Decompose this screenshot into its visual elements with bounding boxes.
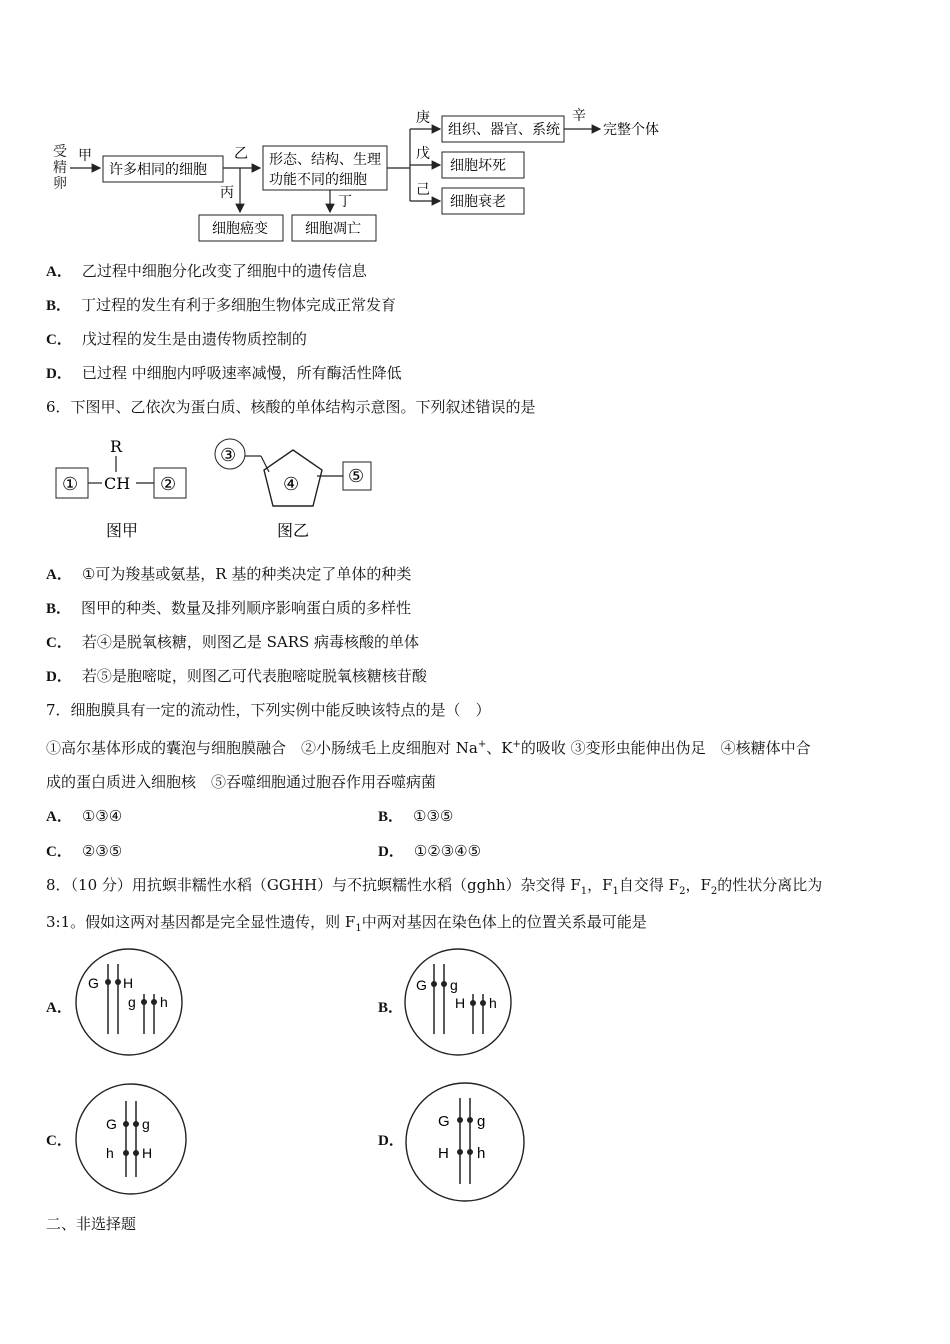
zygote-label-3: 卵 [53,176,67,192]
q5-option-a-text: 乙过程中细胞分化改变了细胞中的遗传信息 [81,262,367,280]
q8-option-a-label: A． [46,1000,72,1016]
q7-option-d-label: D． [378,844,404,860]
q8-a-gene-2: H [123,975,134,991]
q8-d-gene-3: H [438,1145,449,1162]
q8-stem-2 [46,912,647,939]
label-ji: 己 [416,182,430,198]
q8-option-d-cell [403,1080,527,1204]
box-diff-text-2: 功能不同的细胞 [269,172,367,188]
fig-a-ch: CH [104,474,131,493]
q7-stem: 7．细胞膜具有一定的流动性，下列实例中能反映该特点的是（ ） [46,701,491,719]
q5-option-d-text: 已过程 中细胞内呼吸速率减慢，所有酶活性降低 [81,364,402,382]
q6-figure-a [50,432,200,547]
q5-option-b-text: 丁过程的发生有利于多细胞生物体完成正常发育 [81,296,397,314]
q8-a-gene-4: h [160,994,168,1010]
label-wu: 戊 [416,146,430,162]
q8-option-c-cell [73,1081,189,1197]
fig-b-caption: 图乙 [277,521,310,540]
q7-option-a-text: ①③④ [81,807,123,825]
q6-option-b [46,598,411,619]
q8-stem-b: ，F [587,876,613,894]
fig-a-r: R [110,437,123,456]
q6-option-b-label: B． [46,601,72,617]
q8-sub-4: 2 [710,886,718,897]
q7-line-1-a: ①高尔基体形成的囊泡与细胞膜融合 ②小肠绒毛上皮细胞对 Na [46,739,478,757]
label-xin: 辛 [572,108,586,124]
q7-option-d [378,841,481,862]
fig-a-c1: ① [62,474,79,495]
q7-line-1 [46,735,811,758]
q8-sub-1: 1 [580,886,588,897]
q5-option-a [46,261,367,282]
q7-line-1-b: 、K [486,739,513,757]
q8-option-a-cell [73,946,185,1058]
q8-stem-d: ，F [685,876,711,894]
q8-a-gene-3: g [128,994,136,1010]
q5-option-c-text: 戊过程的发生是由遗传物质控制的 [81,330,307,348]
q7-sup-2: + [512,739,521,750]
q5-option-d [46,363,402,384]
q8-stem-c: 自交得 F [618,876,680,894]
complete-individual-text: 完整个体 [603,122,659,138]
q8-line2-b: 中两对基因在染色体上的位置关系最可能是 [361,913,647,931]
q6-option-a-label: A． [46,567,72,583]
box-cancer-text: 细胞癌变 [212,221,268,237]
q8-stem-a: 8．（10 分）用抗螟非糯性水稻（GGHH）与不抗螟糯性水稻（gghh）杂交得 F [46,876,581,894]
q8-c-gene-3: h [106,1145,114,1161]
q7-option-c-label: C． [46,844,72,860]
q5-option-b [46,295,396,316]
q7-option-d-text: ①②③④⑤ [413,842,482,860]
q7-option-b [378,806,453,827]
q5-option-a-label: A． [46,264,72,280]
q8-c-gene-2: g [142,1116,150,1132]
fig-a-caption: 图甲 [106,521,139,540]
label-yi: 乙 [234,146,248,162]
q6-option-d [46,666,427,687]
fig-b-c3: ③ [220,445,237,466]
q7-line-1-c: 的吸收 ③变形虫能伸出伪足 ④核糖体中合 [520,739,811,757]
q8-sub-2: 1 [612,886,619,897]
q7-sup-1: + [477,739,487,750]
q6-option-d-text: 若⑤是胞嘧啶，则图乙可代表胞嘧啶脱氧核糖核苷酸 [81,667,427,685]
q7-option-c [46,841,122,862]
zygote-label-1: 受 [53,144,67,160]
q8-b-gene-1: G [416,977,427,993]
box-aging-text: 细胞衰老 [450,194,506,210]
q6-stem: 6．下图甲、乙依次为蛋白质、核酸的单体结构示意图。下列叙述错误的是 [46,398,536,416]
label-ding: 丁 [338,194,352,210]
q6-option-c-label: C． [46,635,72,651]
q8-d-gene-1: G [438,1113,450,1130]
q5-option-b-label: B． [46,298,72,314]
fig-b-c4: ④ [283,474,300,495]
q6-option-a [46,564,411,585]
fig-a-c2: ② [160,474,177,495]
q8-a-gene-1: G [88,975,99,991]
box-tissue-text: 组织、器官、系统 [448,122,560,138]
q6-option-c [46,632,419,653]
q8-stem-e: 的性状分离比为 [717,876,823,894]
q6-option-b-text: 图甲的种类、数量及排列顺序影响蛋白质的多样性 [81,599,412,617]
q7-option-b-text: ①③⑤ [413,807,454,825]
q5-option-c [46,329,307,350]
cell-fate-flow-diagram [40,100,680,250]
q7-option-b-label: B． [378,809,404,825]
label-geng: 庚 [416,110,430,126]
q8-line2-a: 3:1。假如这两对基因都是完全显性遗传，则 F [46,913,356,931]
q8-option-b-cell [402,946,514,1058]
label-bing: 丙 [220,185,234,201]
q8-b-gene-2: g [450,977,458,993]
q5-option-d-label: D． [46,366,72,382]
q8-sub-3: 2 [679,886,686,897]
q8-c-gene-4: H [142,1145,153,1161]
q8-b-gene-3: H [455,995,466,1011]
q7-option-a [46,806,122,827]
box-diff-text-1: 形态、结构、生理 [269,152,381,168]
q8-option-b-label: B． [378,1000,404,1016]
fig-b-c5: ⑤ [348,466,365,487]
q8-c-gene-1: G [106,1116,117,1132]
q8-option-c-label: C． [46,1133,72,1149]
section-2-heading: 二、非选择题 [46,1215,137,1233]
q8-d-gene-4: h [477,1145,486,1162]
q8-b-gene-4: h [489,995,497,1011]
q8-line2-sub: 1 [355,923,362,934]
q7-option-c-text: ②③⑤ [81,842,123,860]
q7-line-2: 成的蛋白质进入细胞核 ⑤吞噬细胞通过胞吞作用吞噬病菌 [46,773,437,791]
q8-d-gene-2: g [477,1113,486,1130]
zygote-label-2: 精 [53,160,67,176]
label-jia: 甲 [78,148,92,164]
q6-option-d-label: D． [46,669,72,685]
box-same-cells-text: 许多相同的细胞 [109,162,207,178]
q5-option-c-label: C． [46,332,72,348]
q8-option-d-label: D． [378,1133,404,1149]
q7-option-a-label: A． [46,809,72,825]
q6-option-a-text: ①可为羧基或氨基，R 基的种类决定了单体的种类 [81,565,412,583]
box-necrosis-text: 细胞坏死 [450,158,506,174]
q8-stem-1 [46,875,822,902]
box-apoptosis-text: 细胞凋亡 [305,221,361,237]
q6-figure-b [205,432,385,547]
q6-option-c-text: 若④是脱氧核糖，则图乙是 SARS 病毒核酸的单体 [81,633,420,651]
